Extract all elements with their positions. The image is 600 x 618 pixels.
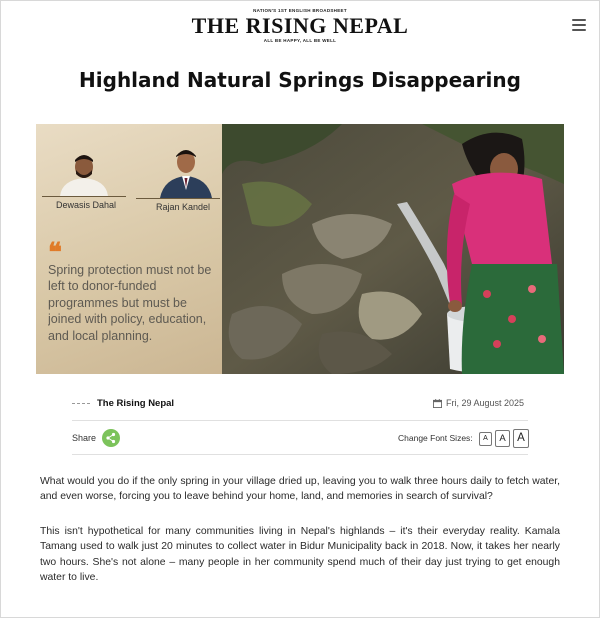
- author-underline: [136, 198, 220, 199]
- article-paragraph: This isn't hypothetical for many communities living in Nepal's highlands – it's their everyday reality. Kamala Tamang used to walk just 20 minutes to collect water in Bidur Municipality back in 2018. Now, it takes her nearly two hours. She's not alone – many people in her community spend much of their day just trying to get enough water to live.: [40, 526, 560, 584]
- quote-icon: ❝: [48, 238, 62, 268]
- author-name: Rajan Kandel: [156, 202, 211, 212]
- author-photo-rajan: [156, 142, 216, 198]
- author-name: Dewasis Dahal: [56, 200, 117, 210]
- article-title: Highland Natural Springs Disappearing: [79, 68, 521, 92]
- article-paragraph: What would you do if the only spring in your village dried up, leaving you to walk three hours daily to fetch water, and even worse, forcing you to leave behind your home, land, and memories in search of survival?: [40, 476, 560, 503]
- masthead-tagline-top: NATION'S 1ST ENGLISH BROADSHEET: [253, 8, 347, 13]
- hero-image: [36, 124, 564, 374]
- font-size-large-button[interactable]: A: [513, 429, 529, 448]
- hamburger-menu-icon[interactable]: [572, 19, 586, 33]
- author-photo-dewasis: [54, 148, 114, 196]
- masthead-tagline-bottom: ALL BE HAPPY, ALL BE WELL: [263, 38, 337, 43]
- font-size-small-button[interactable]: A: [479, 432, 492, 446]
- hero-author-panel: [36, 124, 222, 374]
- font-size-medium-button[interactable]: A: [495, 430, 510, 447]
- font-size-label: Change Font Sizes:: [398, 433, 473, 443]
- divider: [72, 454, 528, 455]
- article-date: Fri, 29 August 2025: [446, 398, 525, 408]
- author-underline: [42, 196, 126, 197]
- source-divider: [72, 403, 90, 404]
- article-source[interactable]: The Rising Nepal: [97, 398, 175, 409]
- calendar-icon: [433, 399, 442, 408]
- share-toolbar: [72, 426, 528, 450]
- site-logo[interactable]: THE RISING NEPAL: [191, 13, 409, 38]
- article-meta: [72, 394, 528, 416]
- share-icon: [102, 429, 120, 447]
- divider: [72, 420, 528, 421]
- share-label: Share: [72, 433, 97, 443]
- spring-photo: [222, 124, 564, 374]
- pull-quote: Spring protection must not be left to donor-funded programmes but must be joined with policy, education, and local planning.: [48, 263, 212, 343]
- masthead: [0, 0, 600, 52]
- share-button[interactable]: [102, 429, 120, 447]
